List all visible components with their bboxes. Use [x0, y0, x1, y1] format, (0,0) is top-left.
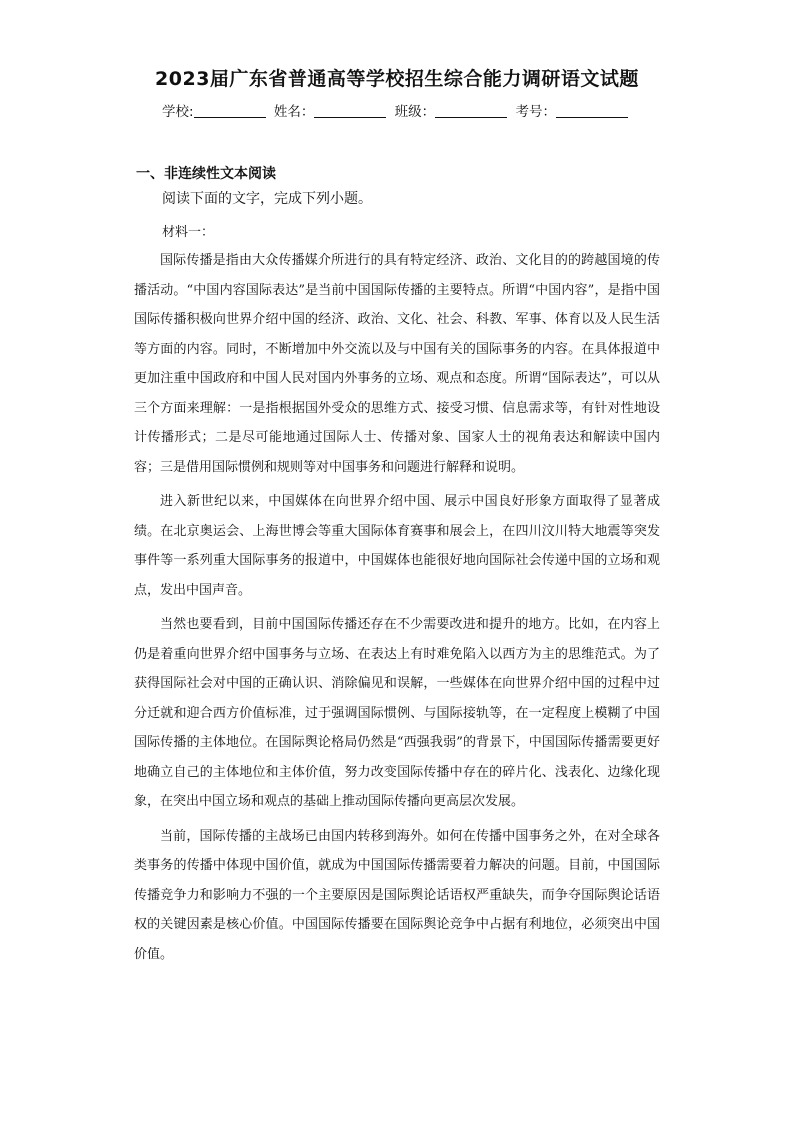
- exam-number-label: 考号：: [515, 104, 556, 120]
- school-blank[interactable]: [194, 103, 266, 118]
- school-field: [162, 101, 270, 123]
- name-field: [274, 101, 391, 123]
- paragraph: 当然也要看到，目前中国国际传播还存在不少需要改进和提升的地方。比如，在内容上仍是着重向世界介绍中国事务与立场、在表达上有时难免陷入以西方为主的思维范式。为了获得国际社会对中国的正确认识、消除偏见和误解，一些媒体在向世界介绍中国的过程中过分迁就和迎合西方价值标准，过于强调国际惯例、与国际接轨等，在一定程度上模糊了中国国际传播的主体地位。在国际舆论格局仍然是“西强我弱”的背景下，中国国际传播需要更好地确立自己的主体地位和主体价值，努力改变国际传播中存在的碎片化、浅表化、边缘化现象，在突出中国立场和观点的基础上推动国际传播向更高层次发展。: [134, 617, 660, 809]
- material-body: [134, 246, 660, 974]
- class-label: 班级：: [394, 104, 436, 120]
- exam-number-field: [515, 101, 632, 123]
- material-label: 材料一：: [162, 225, 215, 240]
- exam-number-blank[interactable]: [556, 103, 628, 118]
- name-blank[interactable]: [314, 103, 386, 118]
- name-label: 姓名：: [273, 104, 315, 120]
- student-info-fields: [0, 101, 794, 123]
- class-field: [395, 101, 512, 123]
- section-heading: 一、非连续性文本阅读: [136, 166, 276, 182]
- paragraph: 进入新世纪以来，中国媒体在向世界介绍中国、展示中国良好形象方面取得了显著成绩。在北京奥运会、上海世博会等重大国际体育赛事和展会上，在四川汶川特大地震等突发事件等一系列重大国际事务的报道中，中国媒体也能很好地向国际社会传递中国的立场和观点，发出中国声音。: [134, 494, 660, 598]
- instruction-text: 阅读下面的文字，完成下列小题。: [162, 191, 372, 207]
- school-label: 学校:: [162, 104, 194, 120]
- paragraph: 当前，国际传播的主战场已由国内转移到海外。如何在传播中国事务之外，在对全球各类事务的传播中体现中国价值，就成为中国国际传播需要着力解决的问题。目前，中国国际传播竞争力和影响力不强的一个主要原因是国际舆论话语权严重缺失，而争夺国际舆论话语权的关键因素是核心价值。中国国际传播要在国际舆论竞争中占据有利地位，必须突出中国价值。: [134, 828, 660, 962]
- page-title: 2023届广东省普通高等学校招生综合能力调研语文试题: [155, 68, 639, 90]
- class-blank[interactable]: [435, 103, 507, 118]
- paragraph: 国际传播是指由大众传播媒介所进行的具有特定经济、政治、文化目的的跨越国境的传播活动。“中国内容国际表达”是当前中国国际传播的主要特点。所谓“中国内容”，是指中国国际传播积极向世界介绍中国的经济、政治、文化、社会、科教、军事、体育以及人民生活等方面的内容。同时，不断增加中外交流以及与中国有关的国际事务的内容。在具体报道中更加注重中国政府和中国人民对国内外事务的立场、观点和态度。所谓“国际表达”，可以从三个方面来理解：一是指根据国外受众的思维方式、接受习惯、信息需求等，有针对性地设计传播形式；二是尽可能地通过国际人士、传播对象、国家人士的视角表达和解读中国内容；三是借用国际惯例和规则等对中国事务和问题进行解释和说明。: [134, 253, 660, 475]
